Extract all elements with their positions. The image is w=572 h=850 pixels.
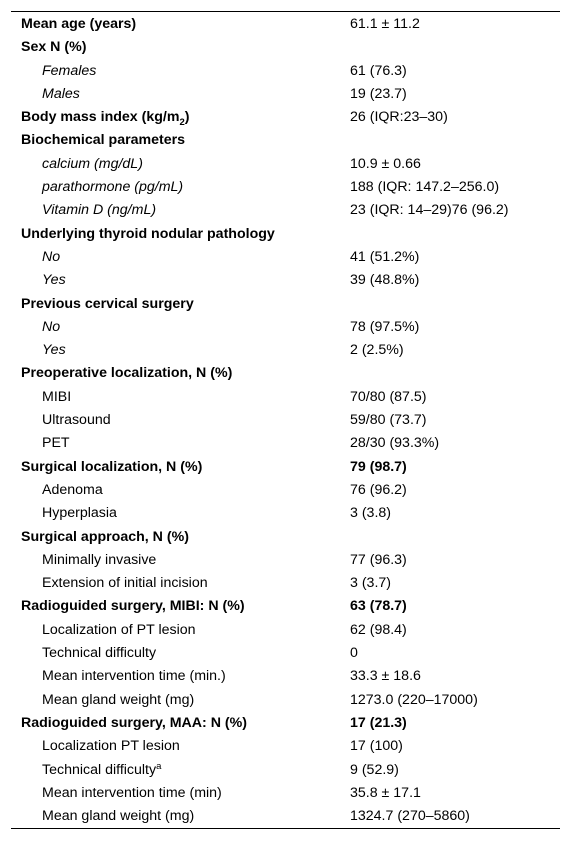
row-label: Underlying thyroid nodular pathology	[21, 225, 275, 242]
row-label: Females	[42, 62, 97, 79]
table-row	[11, 642, 560, 665]
row-label: Mean gland weight (mg)	[42, 808, 195, 825]
row-label: Radioguided surgery, MAA: N (%)	[21, 714, 247, 731]
row-label: Surgical approach, N (%)	[21, 528, 189, 545]
table-row	[11, 176, 560, 199]
table-row	[11, 595, 560, 618]
table-row	[11, 362, 560, 385]
row-label: Radioguided surgery, MIBI: N (%)	[21, 598, 245, 615]
row-value: 0	[350, 645, 358, 662]
row-value: 188 (IQR: 147.2–256.0)	[350, 179, 500, 196]
row-label: Yes	[42, 272, 66, 289]
row-label: Body mass index $(kg/m_2)$	[21, 109, 190, 129]
row-label: Adenoma	[42, 481, 103, 498]
row-value: 17 (100)	[350, 738, 403, 755]
table-row	[11, 223, 560, 246]
row-value: 39 (48.8%)	[350, 272, 420, 289]
table-row	[11, 712, 560, 735]
row-value: 9 (52.9)	[350, 761, 399, 778]
row-label: Mean gland weight (mg)	[42, 691, 195, 708]
row-label: Technical difficulty$^a$	[42, 760, 162, 778]
row-value: 26 (IQR:23–30)	[350, 109, 448, 126]
row-value: 59/80 (73.7)	[350, 412, 427, 429]
row-label: Preoperative localization, N (%)	[21, 365, 233, 382]
row-label: Mean intervention time (min.)	[42, 668, 226, 685]
row-value: 79 (98.7)	[350, 458, 407, 475]
row-value: 33.3 ± 18.6	[350, 668, 421, 685]
row-label: MIBI	[42, 388, 72, 405]
row-label: Surgical localization, N (%)	[21, 458, 203, 475]
row-value: 3 (3.8)	[350, 505, 392, 522]
row-value: 1324.7 (270–5860)	[350, 808, 470, 825]
row-label: Previous cervical surgery	[21, 295, 194, 312]
row-value: 1273.0 (220–17000)	[350, 691, 478, 708]
table-row	[11, 13, 560, 36]
row-value: 63 (78.7)	[350, 598, 407, 615]
row-value: 61 (76.3)	[350, 62, 407, 79]
table-row	[11, 246, 560, 269]
table-row	[11, 60, 560, 83]
row-label: Minimally invasive	[42, 551, 157, 568]
table-row	[11, 129, 560, 152]
row-label: No	[42, 248, 61, 265]
row-value: 77 (96.3)	[350, 551, 407, 568]
row-label: Ultrasound	[42, 412, 111, 429]
table-row	[11, 432, 560, 455]
row-value: 10.9 ± 0.66	[350, 155, 421, 172]
row-label: Localization of PT lesion	[42, 621, 196, 638]
table-row	[11, 619, 560, 642]
table-row	[11, 339, 560, 362]
row-value: 28/30 (93.3%)	[350, 435, 440, 452]
table-row	[11, 316, 560, 339]
row-label: Yes	[42, 342, 66, 359]
table-row	[11, 106, 560, 129]
row-value: 19 (23.7)	[350, 85, 407, 102]
row-label: calcium (mg/dL)	[42, 155, 143, 172]
table-row	[11, 502, 560, 525]
row-value: 23 (IQR: 14–29)76 (96.2)	[350, 202, 509, 219]
table-row	[11, 782, 560, 805]
row-label: Localization PT lesion	[42, 738, 180, 755]
table-row	[11, 36, 560, 59]
row-value: 2 (2.5%)	[350, 342, 404, 359]
table-row	[11, 665, 560, 688]
table-row	[11, 805, 560, 828]
row-label: PET	[42, 435, 70, 452]
row-value: 78 (97.5%)	[350, 318, 420, 335]
table-row	[11, 153, 560, 176]
table-row	[11, 549, 560, 572]
table-row	[11, 293, 560, 316]
table-row	[11, 83, 560, 106]
table-row	[11, 735, 560, 758]
row-value: 70/80 (87.5)	[350, 388, 427, 405]
table-row	[11, 456, 560, 479]
row-value: 76 (96.2)	[350, 481, 407, 498]
row-value: 41 (51.2%)	[350, 248, 420, 265]
row-value: 3 (3.7)	[350, 575, 392, 592]
row-value: 17 (21.3)	[350, 714, 407, 731]
row-label: Sex N (%)	[21, 39, 87, 56]
table-row	[11, 759, 560, 782]
row-value: 61.1 ± 11.2	[350, 16, 420, 32]
patient-characteristics-table	[11, 11, 560, 829]
table-row	[11, 386, 560, 409]
row-label: Males	[42, 85, 80, 102]
row-value: 62 (98.4)	[350, 621, 407, 638]
table-row	[11, 526, 560, 549]
row-label: parathormone (pg/mL)	[42, 179, 184, 196]
row-value: 35.8 ± 17.1	[350, 784, 421, 801]
row-label: No	[42, 318, 61, 335]
table-row	[11, 572, 560, 595]
table-row	[11, 479, 560, 502]
table-row	[11, 199, 560, 222]
table-row	[11, 269, 560, 292]
row-label: Vitamin D (ng/mL)	[42, 202, 157, 219]
row-label: Mean age (years)	[21, 16, 137, 32]
table-row	[11, 689, 560, 712]
row-label: Hyperplasia	[42, 505, 117, 522]
table-row	[11, 409, 560, 432]
row-label: Mean intervention time (min)	[42, 784, 222, 801]
row-label: Biochemical parameters	[21, 132, 186, 149]
row-label: Extension of initial incision	[42, 575, 208, 592]
row-label: Technical difficulty	[42, 645, 157, 662]
